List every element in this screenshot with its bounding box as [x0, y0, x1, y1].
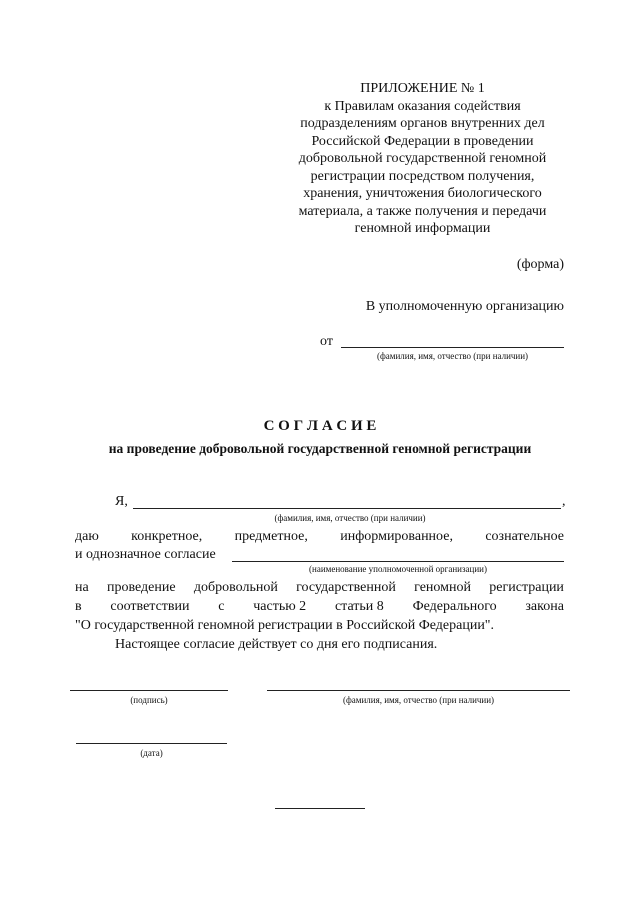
date-caption: (дата)	[140, 748, 163, 758]
signature-line[interactable]	[70, 690, 228, 691]
document-subtitle: на проведение добровольной государственной геномной регистрации	[108, 441, 532, 456]
consent-line-4: в соответствии с частью 2 статьи 8 Федерального закона	[75, 599, 564, 614]
consent-line-3: на проведение добровольной государственной геномной регистрации	[75, 580, 564, 595]
organization-caption: (наименование уполномоченной организации)	[309, 564, 487, 574]
from-name-line[interactable]	[341, 347, 564, 348]
appendix-line: добровольной государственной геномной	[298, 151, 547, 166]
appendix-line: геномной информации	[354, 221, 491, 236]
signer-name-caption: (фамилия, имя, отчество (при наличии)	[342, 695, 495, 705]
appendix-line: хранения, уничтожения биологического	[303, 186, 542, 201]
consent-line-2: и однозначное согласие	[75, 547, 216, 562]
consent-line-1: даю конкретное, предметное, информированное, сознательное	[75, 529, 564, 544]
closing-separator	[275, 808, 365, 809]
applicant-name-line[interactable]	[133, 508, 561, 509]
appendix-line: к Правилам оказания содействия	[324, 98, 521, 114]
consent-line-5: "О государственной геномной регистрации в Российской Федерации".	[75, 618, 495, 633]
appendix-line: Российской Федерации в проведении	[311, 133, 534, 149]
appendix-line: материала, а также получения и передачи	[298, 203, 547, 219]
recipient-label: В уполномоченную организацию	[365, 299, 564, 314]
appendix-header	[280, 80, 565, 238]
signer-name-line[interactable]	[267, 690, 570, 691]
from-label: от	[320, 334, 333, 349]
document-title: С О Г Л А С И Е	[263, 418, 377, 434]
appendix-line: подразделениям органов внутренних дел	[300, 116, 545, 131]
comma: ,	[562, 494, 566, 509]
signature-caption: (подпись)	[130, 695, 168, 705]
organization-line[interactable]	[232, 561, 564, 562]
i-label: Я,	[115, 494, 128, 509]
from-caption: (фамилия, имя, отчество (при наличии)	[376, 351, 529, 361]
date-line[interactable]	[76, 743, 227, 744]
form-label: (форма)	[516, 257, 564, 272]
appendix-line: регистрации посредством получения,	[310, 168, 535, 184]
applicant-name-caption: (фамилия, имя, отчество (при наличии)	[274, 513, 426, 523]
appendix-title: ПРИЛОЖЕНИЕ № 1	[360, 81, 485, 96]
consent-validity: Настоящее согласие действует со дня его подписания.	[115, 637, 438, 652]
